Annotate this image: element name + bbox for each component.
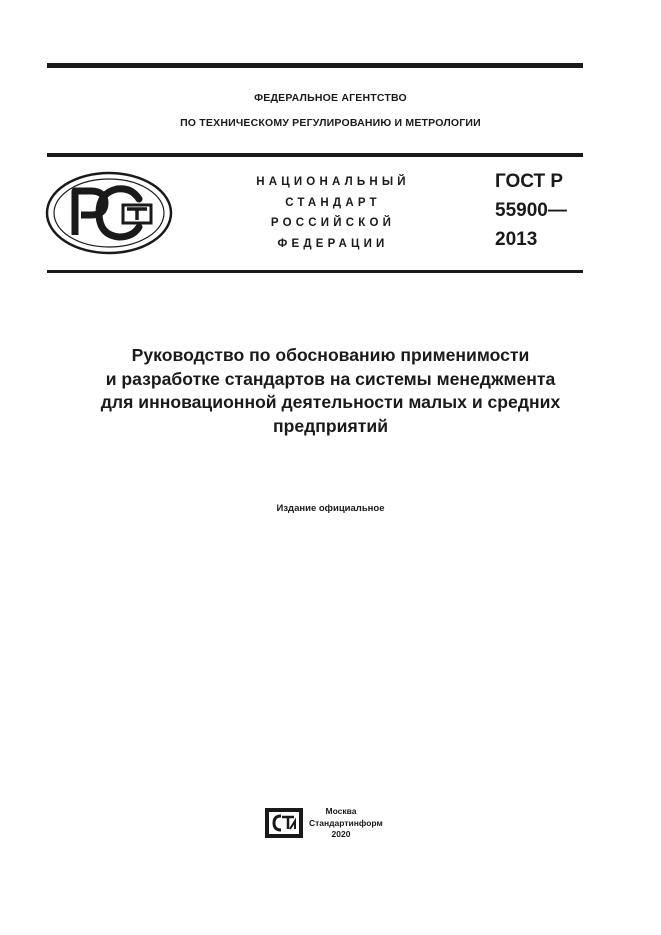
publisher-year: 2020: [331, 829, 351, 839]
standard-line-2: СТАНДАРТ: [285, 196, 381, 209]
agency-line-2: ПО ТЕХНИЧЕСКОМУ РЕГУЛИРОВАНИЮ И МЕТРОЛОГИИ: [180, 117, 481, 129]
standard-line-1: НАЦИОНАЛЬНЫЙ: [256, 176, 410, 188]
rst-emblem-icon: [45, 171, 173, 255]
designation-line-1: ГОСТ Р: [495, 171, 564, 192]
standard-label: [233, 172, 433, 254]
document-title: [0, 344, 661, 438]
title-line-1: Руководство по обоснованию применимости: [131, 345, 530, 365]
standard-line-3: РОССИЙСКОЙ: [270, 217, 396, 229]
publisher-info: [309, 806, 383, 841]
publisher-name: Стандартинформ: [309, 817, 383, 828]
title-line-3: для инновационной деятельности малых и средних: [100, 392, 561, 412]
edition-label: Издание официальное: [276, 503, 385, 514]
designation-line-3: 2013: [495, 229, 538, 250]
standard-designation: [495, 167, 567, 254]
title-line-4: предприятий: [272, 415, 389, 436]
publisher-city: Москва: [325, 806, 357, 816]
header-rule-lower: [47, 270, 583, 273]
header-rule-upper: [47, 153, 583, 157]
title-line-2: и разработке стандартов на системы менеджмента: [105, 368, 556, 389]
top-rule: [47, 63, 583, 68]
standard-line-4: ФЕДЕРАЦИИ: [277, 237, 389, 250]
agency-line-1: ФЕДЕРАЛЬНОЕ АГЕНТСТВО: [254, 92, 407, 104]
designation-line-2: 55900—: [495, 200, 567, 221]
standartinform-logo-icon: [264, 807, 304, 839]
